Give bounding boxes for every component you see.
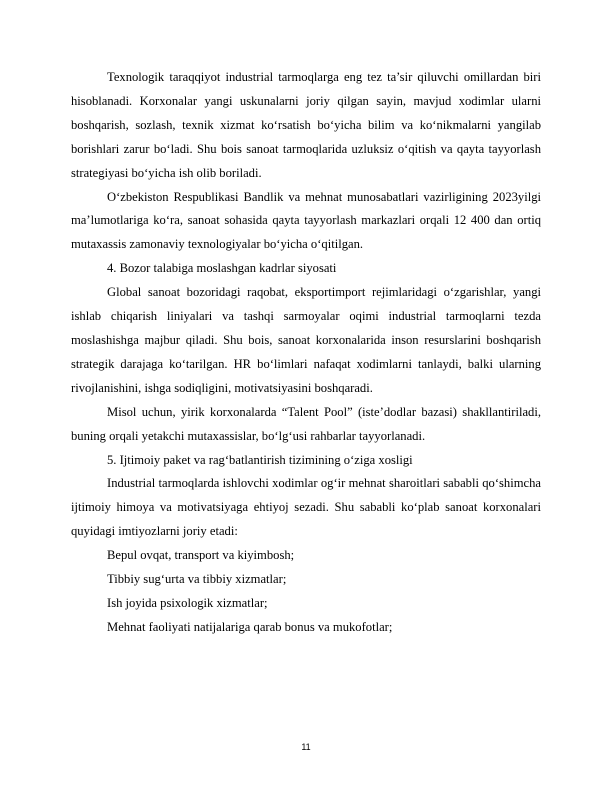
list-item: Bepul ovqat, transport va kiyimbosh;: [107, 548, 295, 563]
paragraph-talent-pool: Misol uchun, yirik korxonalarda “Talent Pool” (iste’dodlar bazasi) shakllantiriladi, buning orqali yetakchi mutaxassislar, bo‘lg‘usi rahbarlar tayyorlanadi.: [71, 404, 541, 443]
section-heading-4: 4. Bozor talabiga moslashgan kadrlar siyosati: [107, 261, 337, 276]
paragraph-technology: Texnologik taraqqiyot industrial tarmoqlarga eng tez ta’sir qiluvchi omillardan biri hisoblanadi. Korxonalar yangi uskunalarni joriy qilgan sayin, mavjud xodimlar ularni boshqarish, sozlash, texnik xizmat ko‘rsatish bo‘yicha bilim va ko‘nikmalarni yangilab borishlari zarur bo‘ladi. Shu bois sanoat tarmoqlarida uzluksiz o‘qitish va qayta tayyorlash strategiyasi bo‘yicha ish olib boriladi.: [71, 70, 541, 180]
page-body: [71, 66, 541, 640]
paragraph-social-package: Industrial tarmoqlarda ishlovchi xodimlar og‘ir mehnat sharoitlari sababli qo‘shimcha ijtimoiy himoya va motivatsiyaga ehtiyoj sezadi. Shu sababli ko‘plab sanoat korxonalari quyidagi imtiyozlarni joriy etadi:: [71, 476, 541, 539]
list-item: Tibbiy sug‘urta va tibbiy xizmatlar;: [107, 572, 287, 587]
list-item: Ish joyida psixologik xizmatlar;: [107, 595, 268, 610]
list-item: Mehnat faoliyati natijalariga qarab bonus va mukofotlar;: [107, 619, 393, 634]
section-heading-5: 5. Ijtimoiy paket va rag‘batlantirish tizimining o‘ziga xosligi: [107, 452, 413, 467]
page-number: 11: [301, 742, 311, 752]
paragraph-ministry-data: O‘zbekiston Respublikasi Bandlik va mehnat munosabatlari vazirligining 2023yilgi ma’lumotlariga ko‘ra, sanoat sohasida qayta tayyorlash markazlari orqali 12 400 dan ortiq mutaxassis zamonaviy texnologiyalar bo‘yicha o‘qitilgan.: [71, 189, 541, 252]
paragraph-global-market: Global sanoat bozoridagi raqobat, eksportimport rejimlaridagi o‘zgarishlar, yangi ishlab chiqarish liniyalari va tashqi sarmoyalar oqimi industrial tarmoqlarni tezda moslashishga majbur qiladi. Shu bois, sanoat korxonalarida inson resurslarini boshqarish strategik darajaga ko‘tarilgan. HR bo‘limlari nafaqat xodimlarni tanlaydi, balki ularning rivojlanishini, ishga sodiqligini, motivatsiyasini boshqaradi.: [71, 285, 541, 395]
